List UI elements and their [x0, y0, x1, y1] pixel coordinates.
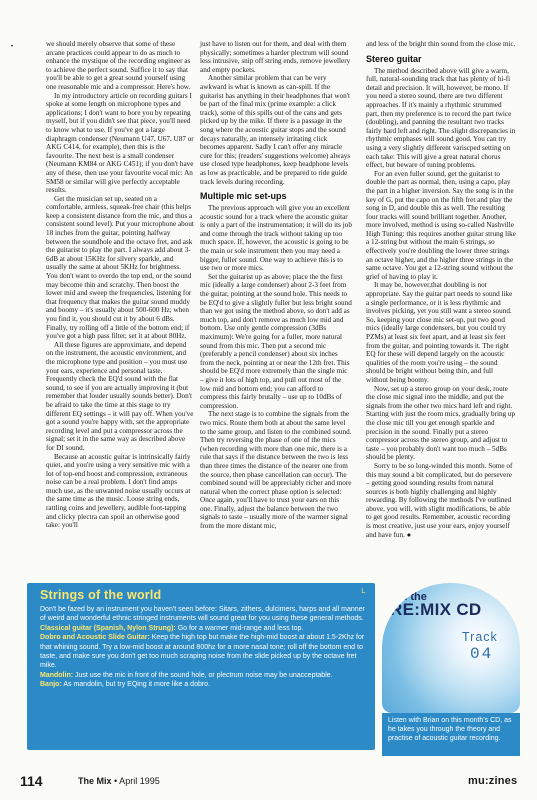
sidebar-item-label: Dobro and Acoustic Slide Guitar:	[40, 634, 150, 642]
page-number: 114	[20, 773, 43, 789]
paragraph: just have to listen out for them, and deal with them physically; sometimes a harder plectrum will sound less intrusive, snip off string ends, remove jewellery and empty pockets.	[200, 40, 351, 74]
section-heading: Stereo guitar	[366, 53, 422, 64]
sidebar-item-text: Just use the mic in front of the sound hole, or plectrum noise may be unacceptable.	[73, 671, 333, 679]
section-heading: Multiple mic set-ups	[200, 191, 287, 202]
paragraph: The previous approach will give you an excellent acoustic sound for a track where the acoustic guitar is only a part of the instrumentation; it will do its job and come through the track without taking up too much space. If, however, the acoustic is going to be the main or sole instrument then you may need a bigger, fuller sound. One way to achieve this is to use two or more mics.	[200, 204, 352, 273]
cd-track-number: 04	[470, 645, 494, 663]
sidebar-item-text: As mandolin, but try EQing it more like a dobro.	[61, 681, 211, 689]
paragraph: and less of the bright thin sound from the close mic.	[366, 40, 516, 48]
cd-on-the: On the	[392, 591, 427, 603]
sidebar-item	[40, 671, 365, 680]
paragraph: Sorry to be so long-winded this month. Some of this may sound a bit complicated, but do persevere – getting good sounding results from natural sources is both highly challenging and highly rewarding. By following the methods I've outlined above, you will, with slight modifications, be able to get good results. Remember, acoustic recording is most creative, just use your ears, enjoy yourself and have fun. ●	[366, 461, 513, 539]
paragraph: All these figures are approximate, and depend on the instrument, the acoustic environment, and the microphone type and position – you must use your ears, experience and personal taste. Frequently check the EQ'd sound with the flat sound, to see if you are actually improving it (but remember that louder usually sounds better). Don't be afraid to take the time at this stage to try different EQ settings – it will pay off. When you've got a sound you're happy with, set the appropriate recording level and put a compressor across the signal; set it in the same way as described above for DI sound.	[46, 340, 194, 452]
article-column-2	[200, 40, 352, 531]
paragraph: we should merely observe that some of these arcane practices could appear to do as much to enhance the mystique of the recording engineer as to achieve the perfect sound. Suffice it to say that you'll be able to get a great sound yourself using one reasonable mic and a compressor. Here's how.	[46, 40, 191, 91]
paragraph: The next stage is to combine the signals from the two mics. Route them both at about the same level to the same group, and listen to the combined sound. Then try reversing the phase of one of the mics (when recording with more than one mic, there is a rule that says if the distance between the two is less than three times the distance of the nearer one from the source, then phase cancellation can occur). The combined sound will be appreciably richer and more natural when the correct phase option is selected: Once again, you'll have to trust your ears on this one. Finally, adjust the balance between the two signals to taste – usually more of the warmer signal from the more distant mic,	[200, 410, 352, 531]
paragraph: Get the musician set up, seated on a comfortable, armless, squeak-free chair (this helps keep a consistent distance from the mic, and thus a consistent sound level). Put your microphone about 18 inches from the guitar, pointing halfway between the soundhole and the octave fret, and ask the guitarist to play the part. I always add about 3-6dB at about 15KHz for silvery sparkle, and usually the same at about 5KHz for brightness. You don't want to overdo the top end, or the sound may become thin and scratchy. Then boost the lower mid and sweep the frequencies, listening for that frequency that makes the guitar sound muddy and boomy – it's usually about 500-600 Hz; when you find it, you should cut it by about 6 dBs. Finally, try rolling off a little of the bottom end; if you've got a high pass filter, set it at about 80Hz.	[46, 194, 194, 341]
sidebar-item-label: Banjo:	[40, 681, 62, 689]
magazine-title	[78, 776, 160, 786]
cd-title: RE:MIX CD	[390, 600, 482, 619]
paragraph: It may be, however,that doubling is not appropriate. Say the guitar part needs to sound like a single performance, or it is less rhythmic and involves picking, yet you still want a stereo sound. So, keeping your close mic set-up, put two good mics (ideally large condensers, but you could try PZMs) at least six feet apart, and at least six feet from the guitar, and pointing towards it. The right EQ for these will depend largely on the acoustic qualities of the room you're using – the sound should be bright without being thin, and full without being boomy.	[366, 281, 513, 384]
paragraph: Set the guitarist up as above; place the the first mic (ideally a large condenser) about 2-3 feet from the guitar, pointing at the sound hole. This needs to be EQ'd to give a slightly fuller but less bright sound than we got using the method above, so don't add as much top, and don't remove as much low mid and bottom. Use only gentle compression (3dBs maximum): We're going for a fuller, more natural sound from this mic. Then put a second mic (preferably a pencil condenser) about six inches from the neck, pointing at or near the 12th fret. This should be EQ'd more extremely than the single mic – give it lots of high top, and pull out most of the low mid and bottom end; you can afford to compress this fairly brutally – use up to 10dBs of compression.	[200, 272, 352, 410]
sidebar-item-label: Mandolin:	[40, 671, 74, 679]
paragraph: Another similar problem that can be very awkward is what is known as can-spill. If the guitarist has anything in their headphones that won't be part of the final mix (prime example: a click track), some of this spills out of the cans and gets picked up by the mike. If there is a passage in the song where the acoustic guitar stops and the sound decays naturally, an intensely irritating click becomes apparent. Sadly I can't offer any miracle cure for this; (readers' suggestions welcome) always use closed type headphones, keep headphone levels as low as practicable, and be prepared to ride guide track levels during recording.	[200, 74, 351, 186]
cd-caption: Listen with Brian on this month's CD, as he takes you through the theory and practise of acoustic guitar recording.	[382, 713, 520, 756]
paragraph: For an even fuller sound, get the guitarist to double the part as normal, then, using a capo, play the part in a higher inversion. Say the song is in the key of G, put the capo on the fifth fret and play the song in D, and double this as well. The resulting four tracks will sound brilliant together. Another, more involved, method is using so-called Nashville High Tuning: this requires another guitar strung like a 12-string but without the main 6 strings, so effectively you're doubling the lower three strings an octave higher, and the higher three strings in the same octave. You get a 12-string sound without the grief of having to play it.	[366, 169, 516, 281]
paragraph: In my introductory article on recording guitars I spoke at some length on microphone types and applications; I don't want to bore you by repeating myself, but if you didn't see that piece, you'll need to know what to use. If you've got a large diaphragm condenser (Neumann U47, U67, U87 or AKG C414, for example), then this is the favourite. The next best is a small condenser (Neumann KM84 or AKG C451); if you don't have any of these, then use your favourite vocal mic: An SM58 or similar will give perfectly acceptable results.	[46, 91, 194, 195]
margin-mark: •	[11, 44, 14, 50]
article-column-1	[46, 40, 194, 530]
article-column-3	[366, 40, 516, 539]
sidebar-title: Strings of the world	[40, 588, 162, 602]
sidebar-item-text: Go for a warmer mid-range and less top.	[175, 624, 304, 632]
paragraph: Now, set up a stereo group on your desk, route the close mic signal into the middle, and put the signals from the other two mics hard left and right. Starting with just the room mics, gradually bring up the close mic till you get enough sparkle and precision in the sound. Finally put a stereo compressor across the stereo group, and adjust to taste – you probably don't want too much – 5dBs should be plenty.	[366, 384, 516, 462]
corner-mark: └	[359, 588, 365, 597]
sidebar-body	[40, 605, 365, 690]
sidebar-intro: Don't be fazed by an instrument you haven't seen before: Sitars, zithers, dulcimers, harps and all manner of weird and wonderful ethnic stringed instruments will sound great for you using these general methods.	[40, 606, 365, 623]
paragraph: Because an acoustic guitar is intrinsically fairly quiet, and you're using a very sensitive mic with a lot of top-end boost and compression, extraneous noise can be a real problem. I don't find amps much use, as the unwanted noise usually occurs at the same time as the music. Loose string ends, rattling coins and jewellery, audible foot-tapping and clicky plectra can spoil an otherwise good take: you'll	[46, 452, 191, 530]
sidebar-item	[40, 624, 365, 633]
cd-disc-graphic	[382, 583, 520, 713]
sidebar-item	[40, 680, 365, 689]
cd-track-label: Track	[462, 630, 498, 644]
cd-panel	[382, 583, 520, 750]
sidebar-item-text: Keep the high top but make the high-mid boost at about 1.5-2Khz for that whining sound. Try a low-mid boost at around 800hz for a more nasal tone; roll off the bottom end to taste, and make sure you don't get too much scraping noise from the slide picked up by the octave fret mike.	[40, 634, 365, 670]
page-footer	[0, 768, 537, 792]
paragraph: The method described above will give a warm, full, natural-sounding track that has plenty of hi-fi detail and precision. It will, however, be mono. If you need a stereo sound, there are two different approaches. If it's mainly a rhythmic strummed part, then my preference is to record the part twice (doubling), and panning the resultant two tracks fairly hard left and right. The slight discrepancies in rhythmic emphases will sound good. You can try using a very slightly different variscped setting on each take: This will give a great natural chorus effect, but beware of tuning problems.	[366, 66, 516, 170]
issue-date: • April 1995	[114, 776, 160, 786]
muzines-logo: mu:zines	[468, 775, 518, 787]
strings-sidebar	[27, 583, 375, 750]
sidebar-item-label: Classical guitar (Spanish, Nylon Strung):	[40, 624, 176, 632]
sidebar-item	[40, 633, 365, 671]
magazine-name: The Mix	[78, 776, 112, 786]
